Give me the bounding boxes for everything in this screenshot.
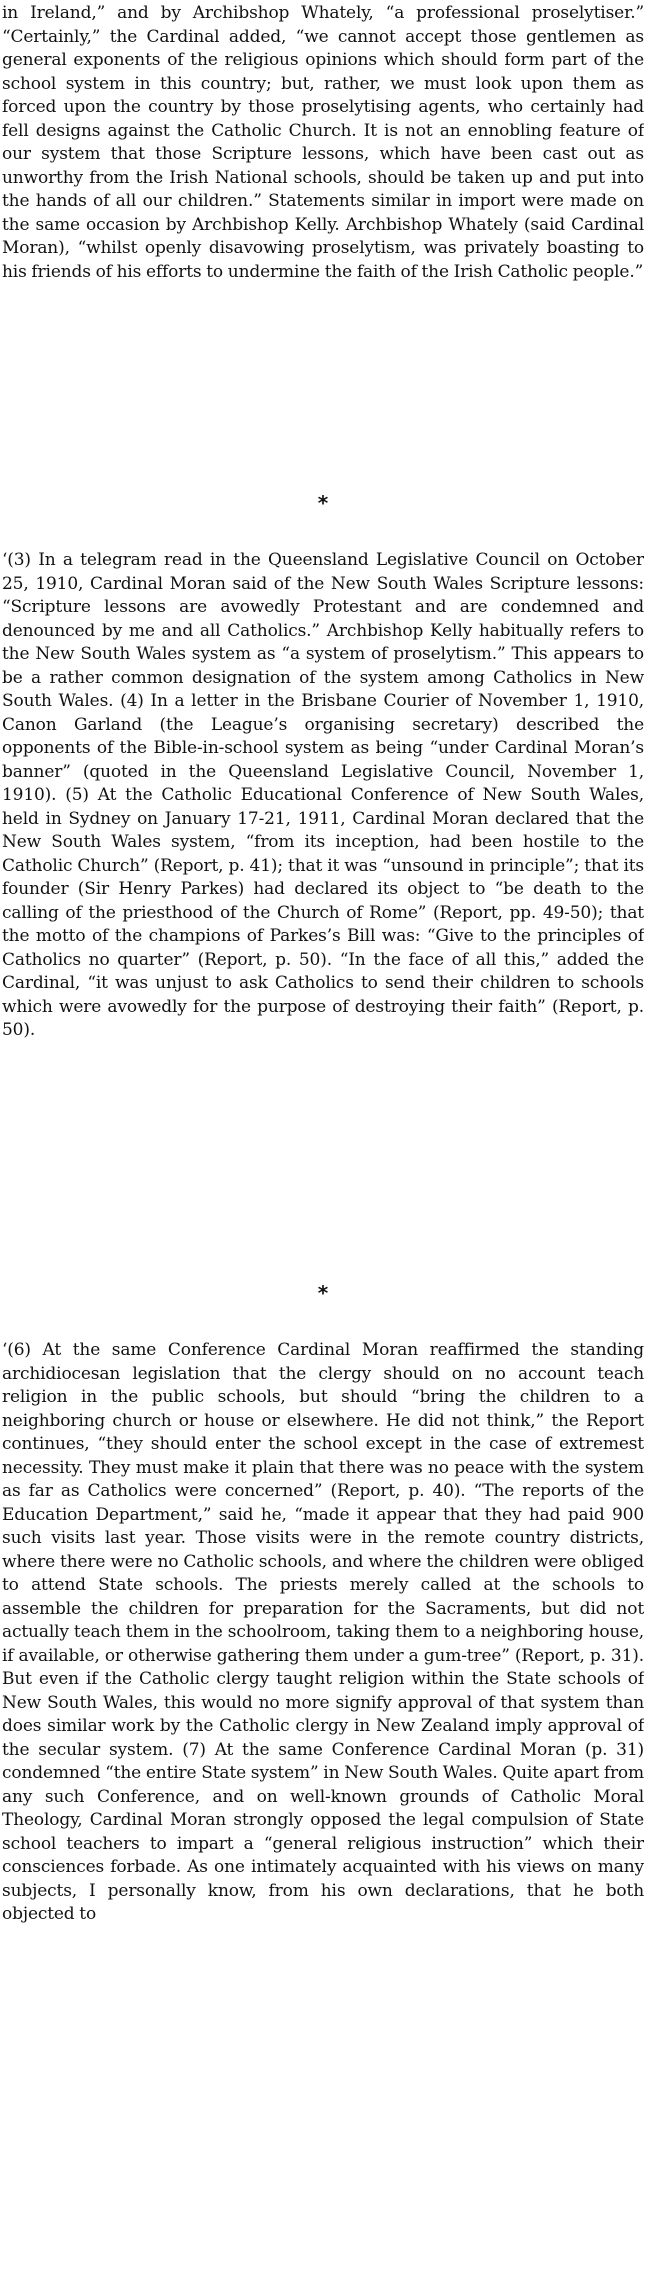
section-separator-asterisk: * <box>317 491 329 515</box>
paragraph-ireland-scripture-lessons: in Ireland,” and by Archibshop Whately, “a professional proselytiser.” “Certainly,” the Cardinal added, “we cannot accept those gentlemen as general exponents of the religious opinions which should form part of the school system in this country; but, rather, we must look upon them as forced upon the country by those proselytising agents, who certainly had fell designs against the Catholic Church. It is not an ennobling feature of our system that those Scripture lessons, which have been cast out as unworthy from the Irish National schools, should be taken up and put into the hands of all our children.” Statements similar in import were made on the same occasion by Archbishop Kelly. Archbishop Whately (said Cardinal Moran), “whilst openly disavowing proselytism, was privately boasting to his friends of his efforts to undermine the faith of the Irish Catholic people.” <box>2 3 644 282</box>
paragraph-conference-legislation: ‘(6) At the same Conference Cardinal Moran reaffirmed the standing archidiocesan legislation that the clergy should on no account teach religion in the public schools, but should “bring the children to a neighboring church or house or elsewhere. He did not think,” the Report continues, “they should enter the school except in the case of extremest necessity. They must make it plain that there was no peace with the system as far as Catholics were concerned” (Report, p. 40). “The reports of the Education Department,” said he, “made it appear that they had paid 900 such visits last year. Those visits were in the remote country districts, where there were no Catholic schools, and where the children were obliged to attend State schools. The priests merely called at the schools to assemble the children for preparation for the Sacraments, but did not actually teach them in the schoolroom, taking them to a neighboring house, if available, or otherwise gathering them under a gum-tree” (Report, p. 31). But even if the Catholic clergy taught religion within the State schools of New South Wales, this would no more signify approval of that system than does similar work by the Catholic clergy in New Zealand imply approval of the secular system. (7) At the same Conference Cardinal Moran (p. 31) condemned “the entire State system” in New South Wales. Quite apart from any such Conference, and on well-known grounds of Catholic Moral Theology, Cardinal Moran strongly opposed the legal compulsion of State school teachers to impart a “general religious instruction” which their consciences forbade. As one intimately acquainted with his views on many subjects, I personally know, from his own declarations, that he both objected to <box>2 1340 644 1924</box>
section-separator-asterisk: * <box>317 1281 329 1305</box>
paragraph-queensland-telegram: ‘(3) In a telegram read in the Queensland Legislative Council on October 25, 1910, Cardinal Moran said of the New South Wales Scripture lessons: “Scripture lessons are avowedly Protestant and are condemned and denounced by me and all Catholics.” Archbishop Kelly habitually refers to the New South Wales system as “a system of proselytism.” This appears to be a rather common designation of the system among Catholics in New South Wales. (4) In a letter in the Brisbane Courier of November 1, 1910, Canon Garland (the League’s organising secretary) described the opponents of the Bible-in-school system as being “under Cardinal Moran’s banner” (quoted in the Queensland Legislative Council, November 1, 1910). (5) At the Catholic Educational Conference of New South Wales, held in Sydney on January 17-21, 1911, Cardinal Moran declared that the New South Wales system, “from its inception, had been hostile to the Catholic Church” (Report, p. 41); that it was “unsound in principle”; that its founder (Sir Henry Parkes) had declared its object to “be death to the calling of the priesthood of the Church of Rome” (Report, pp. 49-50); that the motto of the champions of Parkes’s Bill was: “Give to the principles of Catholics no quarter” (Report, p. 50). “In the face of all this,” added the Cardinal, “it was unjust to ask Catholics to send their children to schools which were avowedly for the purpose of destroying their faith” (Report, p. 50). <box>2 550 644 1040</box>
